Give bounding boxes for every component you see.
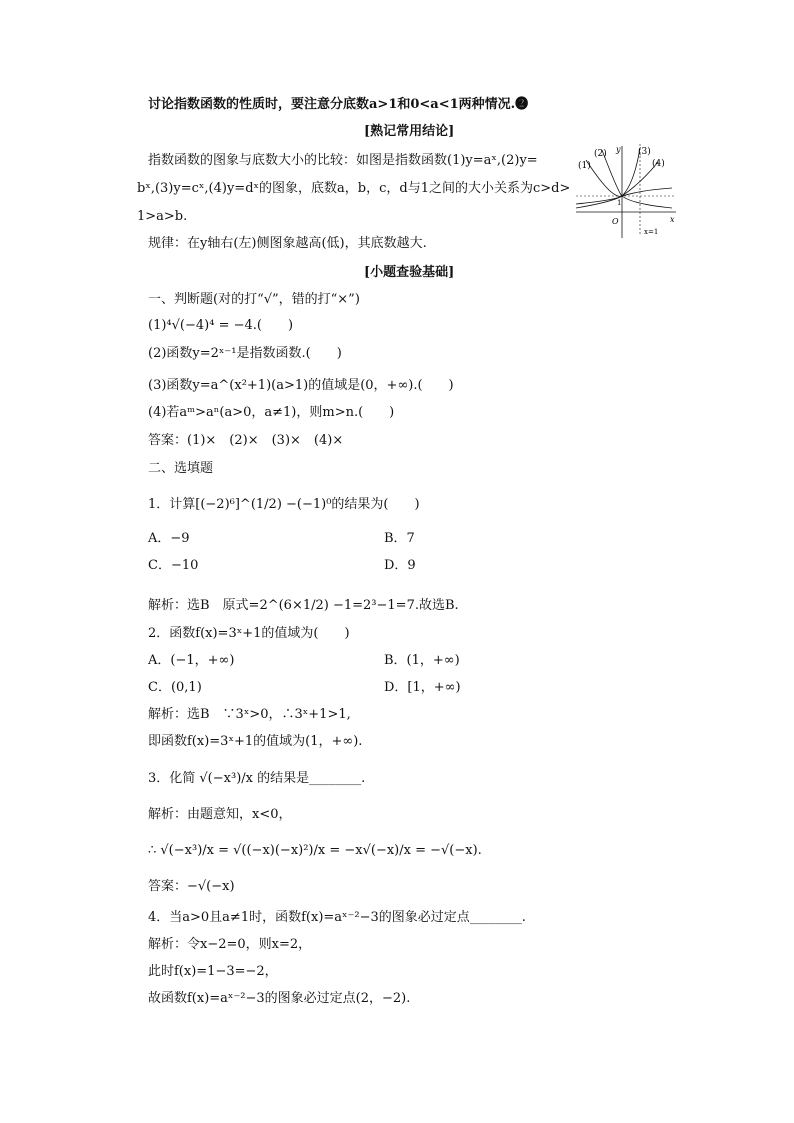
heading-conclusion: [熟记常用结论]: [364, 124, 455, 139]
label-y-axis: y: [616, 145, 621, 154]
problem-1-option-c: C．−10: [148, 558, 199, 573]
label-origin: O: [612, 217, 619, 226]
problem-1-option-a: A．−9: [148, 531, 190, 546]
problem-2: 2．函数f(x)=3ˣ+1的值域为( ): [148, 626, 350, 641]
problem-2-option-b: B．(1，+∞): [384, 653, 460, 668]
problem-4-solution-1: 解析：令x−2=0，则x=2，: [148, 937, 312, 952]
problem-4: 4．当a>0且a≠1时，函数f(x)=aˣ⁻²−3的图象必过定点________.: [148, 910, 526, 925]
problem-2-option-a: A．(−1，+∞): [148, 653, 235, 668]
judgement-q3: (3)函数y=a^(x²+1)(a>1)的值域是(0，+∞).( ): [148, 378, 454, 393]
judgement-answers: 答案：(1)× (2)× (3)× (4)×: [148, 433, 344, 448]
label-curve-1: (1): [578, 161, 591, 171]
section-2-title: 二、选填题: [148, 461, 214, 476]
label-curve-3: (3): [638, 147, 651, 157]
problem-2-option-c: C．(0,1): [148, 680, 202, 695]
problem-2-solution-1: 解析：选B ∵3ˣ>0，∴3ˣ+1>1,: [148, 707, 351, 722]
problem-3: 3．化简 √(−x³)/x 的结果是________.: [148, 771, 366, 786]
section-1-title: 一、判断题(对的打“√”，错的打“×”): [148, 292, 360, 307]
intro-text: 讨论指数函数的性质时，要注意分底数a>1和0<a<1两种情况.❷: [148, 97, 529, 112]
compare-line-2: bˣ,(3)y=cˣ,(4)y=dˣ的图象，底数a，b，c，d与1之间的大小关系为c>d>: [137, 181, 571, 196]
rule-text: 规律：在y轴右(左)侧图象越高(低)，其底数越大.: [148, 236, 427, 251]
judgement-q4: (4)若aᵐ>aⁿ(a>0，a≠1)，则m>n.( ): [148, 405, 395, 420]
problem-1-option-d: D．9: [384, 558, 416, 573]
label-x-axis: x: [670, 215, 675, 224]
problem-1-option-b: B．7: [384, 531, 415, 546]
judgement-q1-prefix: (1): [148, 318, 167, 333]
problem-2-option-d: D．[1，+∞): [384, 680, 461, 695]
judgement-q1-math: ⁴√(−4)⁴ = −4.( ): [166, 318, 294, 333]
judgement-q1: [148, 317, 293, 334]
problem-3-answer: 答案：−√(−x): [148, 879, 235, 894]
judgement-q2: (2)函数y=2ˣ⁻¹是指数函数.( ): [148, 346, 342, 361]
problem-4-solution-3: 故函数f(x)=aˣ⁻²−3的图象必过定点(2，−2).: [148, 991, 411, 1006]
label-curve-4: (4): [652, 159, 665, 169]
problem-1-solution: 解析：选B 原式=2^(6×1/2) −1=2³−1=7.故选B.: [148, 598, 459, 613]
problem-1: 1．计算[(−2)⁶]^(1/2) −(−1)⁰的结果为( ): [148, 497, 420, 512]
exponential-graphs-figure: [572, 140, 680, 240]
label-curve-2: (2): [594, 149, 607, 159]
compare-line-3: 1>a>b.: [137, 209, 188, 224]
heading-basics: [小题查验基础]: [364, 265, 455, 280]
problem-3-solution-2: ∴ √(−x³)/x = √((−x)(−x)²)/x = −x√(−x)/x = −√(−x).: [148, 843, 482, 858]
problem-2-solution-2: 即函数f(x)=3ˣ+1的值域为(1，+∞).: [148, 734, 363, 749]
problem-4-solution-2: 此时f(x)=1−3=−2，: [148, 964, 278, 979]
label-one: 1: [617, 199, 622, 207]
compare-line-1: 指数函数的图象与底数大小的比较：如图是指数函数(1)y=aˣ,(2)y=: [148, 153, 538, 168]
curve-3: [576, 148, 640, 208]
problem-3-solution-1: 解析：由题意知，x<0，: [148, 807, 292, 822]
label-x-equals-1: x=1: [644, 228, 659, 236]
